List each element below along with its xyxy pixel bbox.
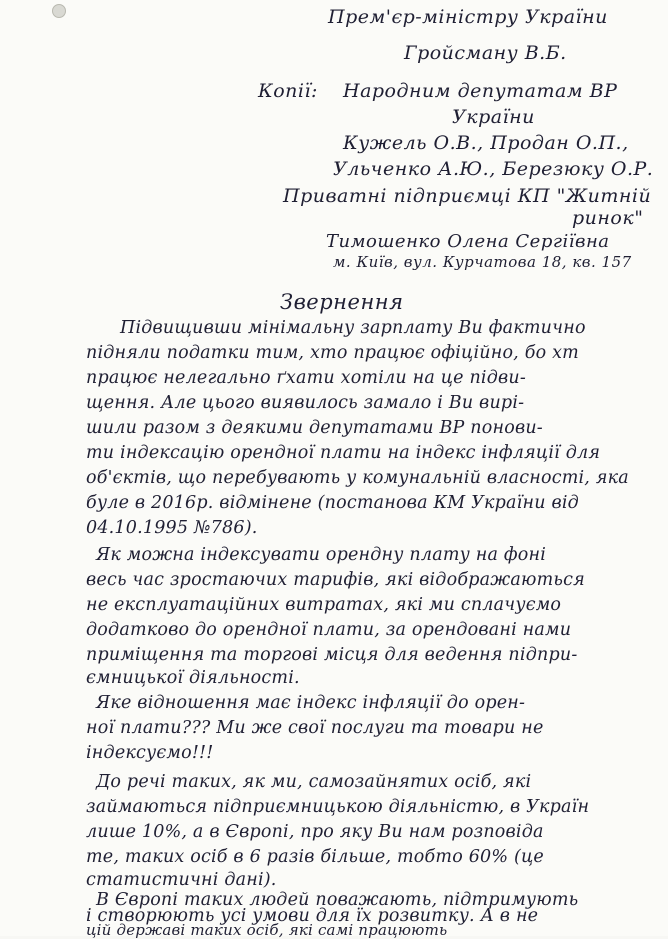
copies-label: Копії: — [258, 80, 318, 102]
body-line: індексуємо!!! — [86, 743, 214, 763]
body-line: статистичні дані). — [86, 870, 277, 890]
body-line: займаються підприємницькою діяльністю, в Україн — [86, 797, 590, 817]
body-line: 04.10.1995 №786). — [86, 518, 258, 538]
body-line: лише 10%, а в Європі, про яку Ви нам розповіда — [86, 822, 544, 842]
body-line: об'єктів, що перебувають у комунальній власності, яка — [86, 468, 629, 488]
body-line: працює нелегально ґхати хотіли на це підви- — [86, 368, 526, 388]
body-line: весь час зростаючих тарифів, які відображаються — [86, 570, 585, 590]
body-line: цій державі таких осіб, які самі працюють — [86, 921, 448, 939]
body-line: шили разом з деякими депутатами ВР понови- — [86, 418, 543, 438]
body-line: не експлуатаційних витратах, які ми сплачуємо — [86, 595, 562, 615]
addressee-line-1: Прем'єр-міністру України — [328, 6, 608, 28]
body-line: Як можна індексувати орендну плату на фоні — [96, 545, 547, 565]
enterprise-line-2: ринок" — [572, 207, 644, 229]
body-line: буле в 2016р. відмінене (постанова КМ України від — [86, 493, 579, 513]
enterprise-line-1: Приватні підприємці КП "Житній — [283, 185, 652, 207]
body-line: До речі таких, як ми, самозайнятих осіб, які — [96, 772, 532, 792]
body-line: Яке відношення має індекс інфляції до орен- — [96, 693, 526, 713]
body-line: щення. Але цього виявилось замало і Ви вирі- — [86, 393, 525, 413]
body-line: ної плати??? Ми же свої послуги та товари не — [86, 718, 544, 738]
body-line: те, таких осіб в 6 разів більше, тобто 60% (це — [86, 847, 544, 867]
copies-line-3: Кужель О.В., Продан О.П., — [343, 132, 629, 154]
body-line: приміщення та торгові місця для ведення підпри- — [86, 645, 578, 665]
copies-line-1: Народним депутатам ВР — [343, 80, 618, 102]
punch-hole-mark — [52, 4, 66, 18]
copies-line-2: України — [452, 106, 535, 128]
sender-address: м. Київ, вул. Курчатова 18, кв. 157 — [333, 253, 632, 271]
document-title: Звернення — [280, 290, 404, 314]
body-line: і створюють усі умови для їх розвитку. А в не — [86, 906, 539, 926]
body-line: Підвищивши мінімальну зарплату Ви фактично — [120, 318, 586, 338]
body-line: ти індексацію орендної плати на індекс інфляції для — [86, 443, 601, 463]
addressee-line-2: Гройсману В.Б. — [404, 42, 567, 64]
body-line: підняли податки тим, хто працює офіційно, бо хт — [86, 343, 579, 363]
body-line: В Європі таких людей поважають, підтримують — [96, 890, 579, 910]
body-line: ємницької діяльності. — [86, 668, 300, 688]
copies-line-4: Ульченко А.Ю., Березюку О.Р. — [333, 158, 654, 180]
body-line: додатково до орендної плати, за орендовані нами — [86, 620, 572, 640]
sender-name: Тимошенко Олена Сергіївна — [326, 231, 610, 252]
